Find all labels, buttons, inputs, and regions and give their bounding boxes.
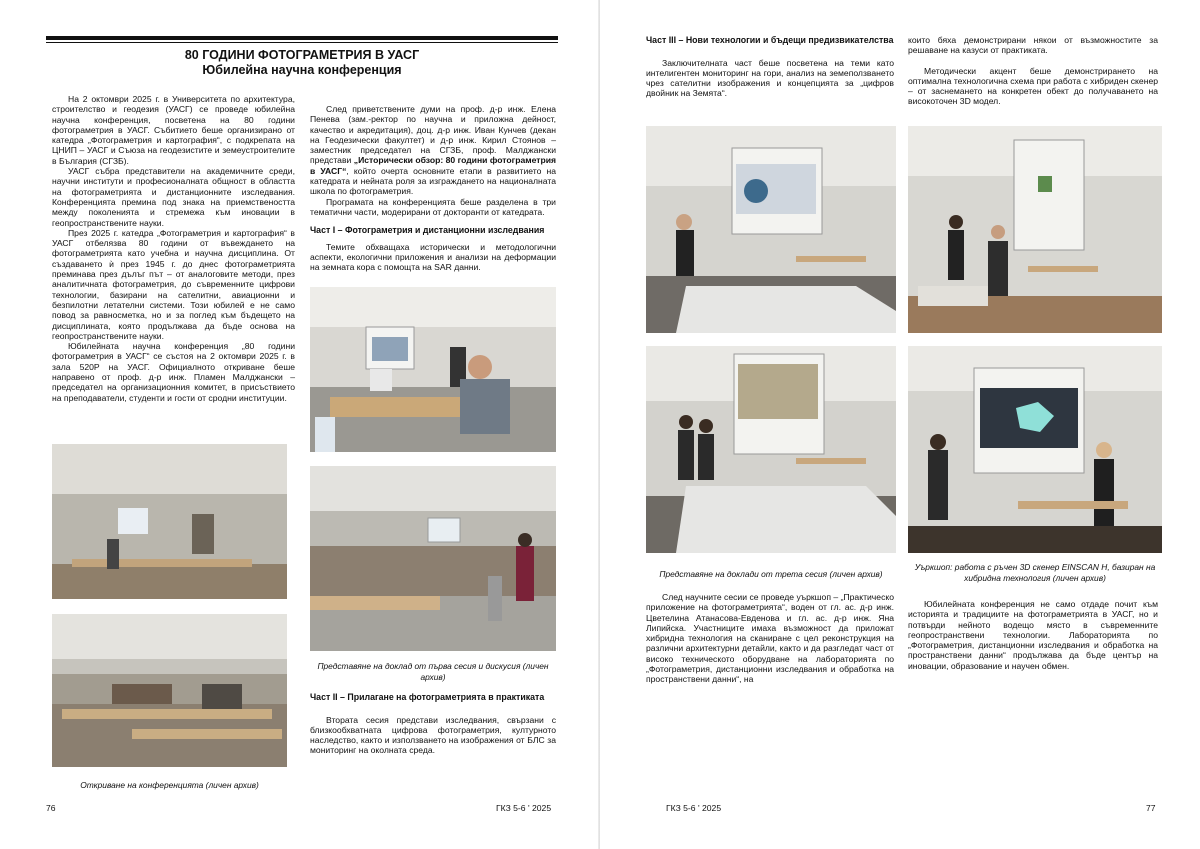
article-title-block	[46, 48, 558, 78]
paragraph: На 2 октомври 2025 г. в Университета по архитектура, строителство и геодезия (УАСГ) се проведе юбилейна научна конференция, посветена на 80 години фотограметрия в УАСГ. Събитието беше организирано от катедра „Фотограметрия и картография“, с подкрепата на ЦНИП – УАСГ и Съюза на геодезистите и земеустроителите в България (СГЗБ).	[52, 94, 295, 166]
paragraph: Юбилейната научна конференция „80 години фотограметрия в УАСГ“ се състоя на 2 октомври 2025 г. в зала 520Р на УАСГ. Официалното откриване беше направено от проф. д-р инж. Пламен Малджански – председател на организационния комитет, в присъствието на преподаватели, студенти и гости от сродни институции.	[52, 341, 295, 403]
article-title: 80 ГОДИНИ ФОТОГРАМЕТРИЯ В УАСГ	[184, 48, 420, 62]
page-number-right: 77	[1146, 803, 1156, 813]
paragraph: През 2025 г. катедра „Фотограметрия и картография“ в УАСГ отбелязва 80 години от въвеждането на фотограметрията като учебна и научна дисциплина. От създаването ѝ през 1945 г. до днес фотограметрията преминава през дълъг път – от аналоговите методи, през аналитичната фотограметрия, до съвременните цифрови технологии, базирани на сателитни, авиационни и безпилотни летателни системи. Този юбилей е не само повод за равносметка, но и за поглед към бъдещето на дисциплината, която продължава да бъде основа на геопространствените науки.	[52, 227, 295, 341]
photo-discussion	[310, 466, 556, 651]
paragraph: Втората сесия представи изследвания, свързани с близкообхватната цифрова фотограметрия, културното наследство, както и използването на изображения от БЛС за мониторинг на околната среда.	[310, 714, 556, 756]
paragraph: Темите обхващаха исторически и методологични аспекти, екологични приложения и анализи на деформации на земната кора с помощта на SAR данни.	[310, 241, 556, 273]
paragraph: След приветствените думи на проф. д-р инж. Елена Пенева (зам.-ректор по научна и приложна дейност, качество и акредитация), доц. д-р инж. Иван Кунчев (декан на Геодезически факултет) и д-р инж. Кирил Стоянов – заместник председател на СГЗБ, проф. Малджански представи „Исторически обзор: 80 години фотограметрия в УАСГ“, който очерта основните етапи в развитието на катедрата и нейната роля за изграждането на националната школа по фотограметрия.	[310, 104, 557, 197]
conclusion-text	[908, 599, 1158, 671]
photo-workshop-2	[908, 346, 1162, 553]
part3-text	[646, 35, 894, 99]
paragraph: Методически акцент беше демонстрирането на оптимална технологична схема при работа с хибриден скенер – от заснемането на конкретен обект до получаването на високоточен 3D модел.	[908, 65, 1158, 107]
photo-opening-2	[52, 614, 287, 767]
photo-third-session-2	[646, 346, 896, 553]
photo-third-session-1	[646, 126, 896, 333]
paragraph: След научните сесии се проведе уъркшоп – „Практическо приложение на фотограметрията“, воден от гл. ас. д-р инж. Цветелина Атанасова-Евденова и гл. ас. д-р инж. Яна Липийска. Участниците имаха възможност да приложат хибридна технология на сканиране с цел реконструкция на различни архитектурни детайли, както и да разгледат част от високо техническото оборудване на лабораторията по „Фотограметрия, дистанционни изследвания и обработка на пространствени данни“, на	[646, 592, 894, 685]
photo-workshop-1	[908, 126, 1162, 333]
section-heading-part2: Част II – Прилагане на фотограметрията в практиката	[310, 692, 545, 702]
middle-column-text	[310, 104, 556, 273]
right-page	[600, 0, 1200, 849]
paragraph: Програмата на конференцията беше разделена в три тематични части, модерирани от докторанти от катедрата.	[310, 196, 556, 217]
photo-first-session	[310, 287, 556, 452]
section-heading-part3: Част III – Нови технологии и бъдещи предизвикателства	[646, 35, 894, 45]
journal-footer-right: ГКЗ 5-6 ' 2025	[666, 803, 722, 813]
caption-opening: Откриване на конференцията (личен архив)	[80, 780, 259, 790]
right-column-top-text	[908, 35, 1158, 107]
part2-text	[310, 692, 556, 756]
caption-first-session: Представяне на доклад от първа сесия и дискусия (личен архив)	[317, 661, 549, 682]
paragraph: Заключителната част беше посветена на теми като интелигентен мониторинг на гори, анализ на земеползването чрез сателитни изображения и концепцията за „цифров двойник на Земята“.	[646, 57, 894, 99]
paragraph: УАСГ събра представители на академичните среди, научни институти и професионалната общност в областта на фотограметрията и дистанционните изследвания. Конференцията премина под знака на приемствеността между поколенията и стремежа към иновации в геопространствените науки.	[52, 166, 295, 228]
paragraph: които бяха демонстрирани някои от възможностите за решаване на казуси от практиката.	[908, 35, 1158, 56]
caption-workshop: Уъркшоп: работа с ръчен 3D скенер EINSCAN H, базиран на хибридна технология (личен архив)	[914, 562, 1156, 583]
caption-third-session: Представяне на доклади от трета сесия (личен архив)	[659, 569, 883, 579]
paragraph: Юбилейната конференция не само отдаде почит към историята и традициите на фотограметрията в УАСГ, но и потвърди нейното водещо място в съвременните геопространствени технологии. Лабораторията по „Фотограметрия, дистанционни изследвания и обработка на пространствени данни“ продължава да бъде център на иновации, образование и научен обмен.	[908, 599, 1158, 671]
photo-opening-1	[52, 444, 287, 599]
top-rule-thick	[46, 36, 558, 40]
keynote-title: „Исторически обзор: 80 години фотограметрия в УАСГ“	[310, 155, 557, 176]
page-number-left: 76	[46, 803, 56, 813]
workshop-text	[646, 592, 894, 685]
top-rule-thin	[46, 42, 558, 43]
article-subtitle: Юбилейна научна конференция	[202, 63, 402, 77]
section-heading-part1: Част I – Фотограметрия и дистанционни изследвания	[310, 225, 545, 236]
journal-footer-left: ГКЗ 5-6 ' 2025	[496, 803, 552, 813]
left-column-text	[52, 94, 295, 403]
